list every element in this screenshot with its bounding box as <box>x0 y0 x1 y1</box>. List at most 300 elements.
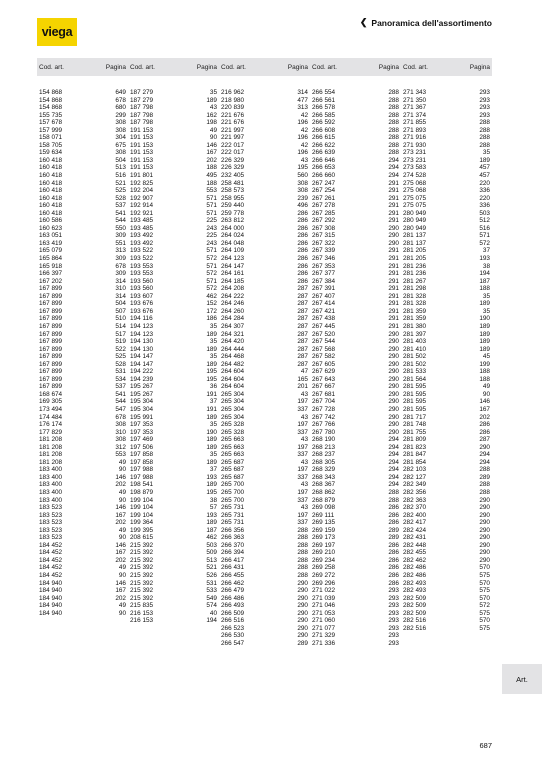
article-code-cell: 267 353 <box>312 262 336 270</box>
page-ref-cell: 49 <box>118 488 126 496</box>
article-code-cell: 183 400 <box>39 488 63 496</box>
article-code-cell: 232 405 <box>221 172 245 180</box>
article-code-cell: 281 380 <box>403 322 427 330</box>
page-ref-cell: 290 <box>297 617 308 625</box>
article-code-cell: 266 561 <box>312 96 336 104</box>
page-ref-cell: 575 <box>479 609 490 617</box>
article-code-cell: 267 377 <box>312 270 336 278</box>
table-body <box>37 89 492 647</box>
page-ref-cell: 516 <box>479 224 490 232</box>
article-code-cell: 271 367 <box>403 104 427 112</box>
page-ref-cell: 290 <box>388 330 399 338</box>
article-code-cell: 265 687 <box>221 466 245 474</box>
article-code-cell: 181 208 <box>39 443 63 451</box>
page-ref-cell: 35 <box>209 421 217 429</box>
article-code-cell: 282 370 <box>403 504 427 512</box>
article-code-cell: 187 798 <box>130 111 154 119</box>
page-ref-cell: 288 <box>479 126 490 134</box>
article-code-cell: 266 523 <box>221 624 245 632</box>
article-code-cell: 192 204 <box>130 187 154 195</box>
article-code-cell: 192 921 <box>130 209 154 217</box>
page-ref-cell: 288 <box>479 488 490 496</box>
article-code-cell: 192 907 <box>130 194 154 202</box>
article-code-cell: 264 000 <box>221 224 245 232</box>
article-code-cell: 163 051 <box>39 232 63 240</box>
article-code-cell: 194 116 <box>130 315 153 323</box>
page-ref-cell: 574 <box>206 602 217 610</box>
page-ref-cell: 188 <box>206 179 217 187</box>
page-ref-cell: 202 <box>115 519 126 527</box>
page-ref-cell: 167 <box>115 587 126 595</box>
page-ref-cell: 571 <box>479 232 490 240</box>
page-ref-cell: 90 <box>118 572 126 579</box>
article-code-cell: 266 660 <box>312 172 336 180</box>
article-code-cell: 282 455 <box>403 549 427 557</box>
page-ref-cell: 290 <box>297 587 308 595</box>
article-code-cell: 165 918 <box>39 262 63 270</box>
article-code-cell: 281 137 <box>403 239 427 247</box>
page-ref-cell: 195 <box>206 368 217 376</box>
article-code-cell: 199 364 <box>130 519 154 527</box>
page-ref-cell: 197 <box>297 443 308 451</box>
page-ref-cell: 290 <box>479 526 490 534</box>
article-code-cell: 215 392 <box>130 587 154 595</box>
page-ref-cell: 572 <box>206 285 217 293</box>
page-ref-cell: 288 <box>297 549 308 557</box>
page-ref-cell: 290 <box>388 360 399 368</box>
page-ref-cell: 288 <box>479 141 490 149</box>
article-code-cell: 157 678 <box>39 119 63 127</box>
article-code-cell: 266 578 <box>312 104 336 112</box>
page-ref-cell: 288 <box>479 134 490 142</box>
article-code-cell: 265 328 <box>221 421 245 429</box>
page-ref-cell: 288 <box>297 534 308 542</box>
page-ref-cell: 38 <box>482 262 490 270</box>
article-code-cell: 266 363 <box>221 534 245 542</box>
article-code-cell: 280 949 <box>403 209 427 217</box>
page-ref-cell: 49 <box>118 458 126 466</box>
article-code-cell: 266 509 <box>221 609 245 617</box>
article-code-cell: 267 681 <box>312 390 336 398</box>
article-code-cell: 267 780 <box>312 428 336 436</box>
article-code-cell: 282 516 <box>403 624 427 632</box>
header-code: Cod. art. <box>221 63 246 71</box>
page-ref-cell: 293 <box>479 111 490 119</box>
page-column <box>271 89 310 647</box>
page-ref-cell: 496 <box>297 202 308 210</box>
page-ref-cell: 308 <box>115 421 126 429</box>
page-ref-cell: 521 <box>206 564 217 572</box>
page-ref-cell: 503 <box>479 209 490 217</box>
article-code-cell: 193 522 <box>130 247 154 255</box>
article-code-cell: 199 104 <box>130 511 154 519</box>
article-code-cell: 265 731 <box>221 511 245 519</box>
article-code-cell: 281 359 <box>403 307 427 315</box>
page-column <box>362 89 401 647</box>
article-code-cell: 267 629 <box>312 368 336 376</box>
article-code-cell: 265 700 <box>221 496 245 504</box>
page-ref-cell: 309 <box>115 232 126 240</box>
article-code-cell: 193 560 <box>130 277 154 285</box>
article-code-cell: 266 516 <box>221 617 245 625</box>
article-code-cell: 193 485 <box>130 224 154 232</box>
article-code-cell: 215 392 <box>130 594 154 602</box>
page-ref-cell: 310 <box>115 428 126 436</box>
article-code-cell: 271 350 <box>403 96 427 104</box>
page-ref-cell: 189 <box>206 443 217 451</box>
page-ref-cell: 678 <box>115 96 126 104</box>
article-code-cell: 267 407 <box>312 292 336 300</box>
article-code-cell: 281 854 <box>403 458 427 466</box>
page-column <box>180 89 219 647</box>
page-ref-cell: 571 <box>206 262 217 270</box>
article-code-cell: 267 285 <box>312 209 336 217</box>
page-ref-cell: 308 <box>297 179 308 187</box>
article-code-cell: 193 492 <box>130 232 154 240</box>
table-header <box>37 58 492 76</box>
article-code-cell: 273 231 <box>403 156 427 164</box>
page-ref-cell: 553 <box>206 187 217 195</box>
page-ref-cell: 90 <box>209 134 217 142</box>
page-ref-cell: 35 <box>209 89 217 96</box>
page-ref-cell: 293 <box>388 587 399 595</box>
page-ref-cell: 286 <box>297 217 308 225</box>
article-code-cell: 267 278 <box>312 202 336 210</box>
article-code-cell: 194 239 <box>130 375 154 383</box>
page-ref-cell: 194 <box>206 617 217 625</box>
page-ref-cell: 286 <box>388 504 399 512</box>
page-ref-cell: 35 <box>482 149 490 157</box>
article-code-cell: 264 024 <box>221 232 245 240</box>
article-code-cell: 154 868 <box>39 104 63 112</box>
page-ref-cell: 290 <box>388 338 399 346</box>
article-code-cell: 267 346 <box>312 255 336 263</box>
article-code-cell: 275 068 <box>403 187 427 195</box>
side-tab-articles[interactable] <box>502 664 542 694</box>
article-code-cell: 269 135 <box>312 519 336 527</box>
page-ref-cell: 49 <box>118 602 126 610</box>
page-ref-cell: 196 <box>297 149 308 157</box>
page-ref-cell: 291 <box>388 217 399 225</box>
article-code-cell: 281 328 <box>403 300 427 308</box>
chevron-left-icon: ❮ <box>359 17 368 27</box>
header-page: Pagina <box>287 63 308 71</box>
article-code-cell: 267 384 <box>312 277 336 285</box>
page-ref-cell: 193 <box>206 511 217 519</box>
article-code-cell: 282 516 <box>403 617 427 625</box>
article-code-cell: 269 234 <box>312 556 336 564</box>
page-ref-cell: 286 <box>388 541 399 549</box>
page-ref-cell: 288 <box>479 119 490 127</box>
page-ref-cell: 190 <box>479 315 490 323</box>
article-code-cell: 194 147 <box>130 353 154 361</box>
page-ref-cell: 291 <box>388 255 399 263</box>
page-ref-cell: 313 <box>115 247 126 255</box>
page-ref-cell: 189 <box>206 436 217 444</box>
article-code-cell: 220 839 <box>221 104 245 112</box>
page-ref-cell: 288 <box>297 526 308 534</box>
article-code-cell: 193 676 <box>130 307 154 315</box>
page-ref-cell: 49 <box>209 126 217 134</box>
page-ref-cell: 289 <box>388 534 399 542</box>
page-ref-cell: 290 <box>388 375 399 383</box>
page-ref-cell: 288 <box>388 141 399 149</box>
header-page: Pagina <box>378 63 399 71</box>
article-code-cell: 183 523 <box>39 511 63 519</box>
article-code-cell: 282 462 <box>403 556 427 564</box>
page-ref-cell: 286 <box>297 262 308 270</box>
article-code-cell: 226 329 <box>221 156 245 164</box>
page-ref-cell: 186 <box>206 315 217 323</box>
article-code-cell: 267 315 <box>312 232 336 240</box>
page-ref-cell: 195 <box>206 375 217 383</box>
page-ref-cell: 572 <box>206 255 217 263</box>
page-ref-cell: 189 <box>479 156 490 164</box>
article-code-cell: 267 414 <box>312 300 336 308</box>
article-code-cell: 193 553 <box>130 262 154 270</box>
article-code-cell: 264 468 <box>221 353 245 361</box>
page-ref-cell: 43 <box>300 481 308 489</box>
page-ref-cell: 570 <box>479 564 490 572</box>
article-code-cell: 264 321 <box>221 330 245 338</box>
breadcrumb[interactable] <box>360 17 492 28</box>
article-code-cell: 264 284 <box>221 315 245 323</box>
article-code-cell: 216 153 <box>130 609 154 617</box>
article-code-cell: 282 356 <box>403 488 427 496</box>
page-ref-cell: 40 <box>209 609 217 617</box>
article-code-cell: 194 123 <box>130 322 154 330</box>
page-ref-cell: 289 <box>297 639 308 647</box>
page-ref-cell: 571 <box>206 247 217 255</box>
article-code-cell: 281 755 <box>403 428 427 436</box>
article-code-cell: 194 123 <box>130 330 154 338</box>
article-code-cell: 265 663 <box>221 436 245 444</box>
page-ref-cell: 288 <box>479 466 490 474</box>
article-code-cell: 215 392 <box>130 572 154 579</box>
page-ref-cell: 291 <box>388 209 399 217</box>
article-code-cell: 258 955 <box>221 194 245 202</box>
page-ref-cell: 337 <box>297 496 308 504</box>
article-code-cell: 191 153 <box>130 149 154 157</box>
article-code-cell: 199 395 <box>130 526 154 534</box>
page-ref-cell: 291 <box>388 187 399 195</box>
article-code-cell: 158 071 <box>39 134 63 142</box>
article-code-cell: 183 400 <box>39 496 63 504</box>
page-ref-cell: 37 <box>209 466 217 474</box>
article-code-cell: 221 676 <box>221 119 245 127</box>
page-ref-cell: 293 <box>388 624 399 632</box>
article-code-cell: 271 329 <box>312 632 336 640</box>
page-ref-cell: 291 <box>388 307 399 315</box>
page-ref-cell: 288 <box>388 149 399 157</box>
page-ref-cell: 294 <box>388 481 399 489</box>
header-code: Cod. art. <box>130 63 155 71</box>
article-code-cell: 154 868 <box>39 89 63 96</box>
page-ref-cell: 194 <box>479 270 490 278</box>
article-code-cell: 187 279 <box>130 96 154 104</box>
article-code-cell: 160 418 <box>39 187 63 195</box>
page-ref-cell: 196 <box>297 134 308 142</box>
page-ref-cell: 288 <box>479 481 490 489</box>
article-code-cell: 264 604 <box>221 368 245 376</box>
article-code-cell: 184 452 <box>39 572 63 579</box>
article-code-cell: 191 153 <box>130 126 154 134</box>
page-ref-cell: 286 <box>479 428 490 436</box>
article-code-cell: 222 017 <box>221 141 245 149</box>
page-ref-cell: 299 <box>115 111 126 119</box>
page-ref-cell: 202 <box>115 481 126 489</box>
article-code-cell: 281 205 <box>403 247 427 255</box>
page-ref-cell: 290 <box>388 353 399 361</box>
article-code-cell: 268 879 <box>312 496 336 504</box>
page-ref-cell: 293 <box>388 617 399 625</box>
page-ref-cell: 189 <box>206 96 217 104</box>
page-ref-cell: 290 <box>388 232 399 240</box>
page-ref-cell: 197 <box>297 421 308 429</box>
page-ref-cell: 308 <box>115 149 126 157</box>
article-code-cell: 271 343 <box>403 89 427 96</box>
article-code-cell: 281 137 <box>403 232 427 240</box>
logo-text: viega <box>41 25 73 39</box>
page-ref-cell: 290 <box>388 224 399 232</box>
article-code-cell: 184 940 <box>39 602 63 610</box>
article-code-cell: 281 717 <box>403 413 427 421</box>
page-ref-cell: 146 <box>115 541 126 549</box>
article-code-cell: 282 349 <box>403 481 427 489</box>
article-code-cell: 282 363 <box>403 496 427 504</box>
page-ref-cell: 571 <box>206 202 217 210</box>
article-code-cell: 167 899 <box>39 285 63 293</box>
article-code-cell: 282 509 <box>403 609 427 617</box>
page-ref-cell: 309 <box>115 270 126 278</box>
page-ref-cell: 45 <box>482 353 490 361</box>
article-code-cell: 197 858 <box>130 458 154 466</box>
page-ref-cell: 287 <box>479 436 490 444</box>
article-code-cell: 281 533 <box>403 368 427 376</box>
page-ref-cell: 286 <box>388 511 399 519</box>
page-ref-cell: 288 <box>388 488 399 496</box>
page-ref-cell: 189 <box>479 338 490 346</box>
page-ref-cell: 43 <box>300 413 308 421</box>
article-code-cell: 269 159 <box>312 526 336 534</box>
article-code-cell: 266 554 <box>312 89 336 96</box>
page-ref-cell: 337 <box>297 451 308 459</box>
article-code-cell: 197 469 <box>130 436 154 444</box>
article-code-cell: 282 493 <box>403 587 427 595</box>
article-code-cell: 198 879 <box>130 488 154 496</box>
article-code-cell: 281 595 <box>403 398 427 406</box>
page-ref-cell: 189 <box>206 345 217 353</box>
page-ref-cell: 293 <box>479 96 490 104</box>
article-code-cell: 197 988 <box>130 473 154 481</box>
page-ref-cell: 290 <box>388 390 399 398</box>
page-ref-cell: 49 <box>118 526 126 534</box>
page-ref-cell: 286 <box>388 564 399 572</box>
page-ref-cell: 225 <box>206 217 217 225</box>
page-ref-cell: 202 <box>479 413 490 421</box>
article-code-cell: 160 418 <box>39 194 63 202</box>
article-code-cell: 192 914 <box>130 202 154 210</box>
article-code-cell: 281 267 <box>403 277 427 285</box>
article-code-cell: 181 208 <box>39 458 63 466</box>
page-ref-cell: 38 <box>209 496 217 504</box>
page-ref-cell: 291 <box>388 322 399 330</box>
page-ref-cell: 35 <box>209 451 217 459</box>
article-code-cell: 267 254 <box>312 187 336 195</box>
code-column <box>401 89 453 647</box>
article-code-cell: 184 452 <box>39 549 63 557</box>
page-ref-cell: 287 <box>297 322 308 330</box>
article-code-cell: 208 615 <box>130 534 154 542</box>
page-ref-cell: 172 <box>206 307 217 315</box>
article-code-cell: 271 893 <box>403 126 427 134</box>
article-code-cell: 268 367 <box>312 481 336 489</box>
page-ref-cell: 43 <box>300 436 308 444</box>
article-code-cell: 265 687 <box>221 458 245 466</box>
page-ref-cell: 293 <box>479 104 490 112</box>
article-code-cell: 167 899 <box>39 330 63 338</box>
page-ref-cell: 287 <box>297 307 308 315</box>
table-column <box>310 89 401 647</box>
article-code-cell: 271 930 <box>403 141 427 149</box>
article-code-cell: 167 202 <box>39 277 63 285</box>
page-ref-cell: 462 <box>206 534 217 542</box>
page-ref-cell: 294 <box>388 458 399 466</box>
article-code-cell: 226 329 <box>221 164 245 172</box>
page-ref-cell: 293 <box>479 89 490 96</box>
page-ref-cell: 294 <box>388 443 399 451</box>
page-ref-cell: 550 <box>115 224 126 232</box>
article-code-cell: 174 484 <box>39 413 63 421</box>
article-code-cell: 264 307 <box>221 322 245 330</box>
page-ref-cell: 202 <box>115 556 126 564</box>
article-code-cell: 271 077 <box>312 624 336 632</box>
article-code-cell: 268 862 <box>312 488 336 496</box>
page-ref-cell: 49 <box>482 383 490 391</box>
page-ref-cell: 287 <box>297 330 308 338</box>
article-code-cell: 265 663 <box>221 451 245 459</box>
article-code-cell: 184 940 <box>39 579 63 587</box>
page-ref-cell: 195 <box>206 488 217 496</box>
page-ref-cell: 35 <box>482 292 490 300</box>
article-code-cell: 282 486 <box>403 572 427 579</box>
page-ref-cell: 291 <box>388 285 399 293</box>
article-code-cell: 154 868 <box>39 96 63 104</box>
page-ref-cell: 291 <box>388 315 399 323</box>
page-ref-cell: 519 <box>115 338 126 346</box>
article-code-cell: 281 410 <box>403 345 427 353</box>
article-code-cell: 184 940 <box>39 594 63 602</box>
article-code-cell: 191 153 <box>130 156 154 164</box>
page-ref-cell: 288 <box>388 126 399 134</box>
article-code-cell: 197 353 <box>130 428 154 436</box>
page-ref-cell: 165 <box>297 375 308 383</box>
page-ref-cell: 293 <box>388 609 399 617</box>
header-page: Pagina <box>105 63 126 71</box>
article-code-cell: 267 438 <box>312 315 336 323</box>
article-code-cell: 215 392 <box>130 549 154 557</box>
page-ref-cell: 294 <box>388 473 399 481</box>
page-number: 687 <box>479 741 492 750</box>
article-code-cell: 167 899 <box>39 345 63 353</box>
page-ref-cell: 287 <box>297 315 308 323</box>
page-ref-cell: 90 <box>118 534 126 542</box>
page-ref-cell: 189 <box>479 300 490 308</box>
article-code-cell: 183 400 <box>39 466 63 474</box>
article-code-cell: 267 643 <box>312 375 336 383</box>
page-ref-cell: 189 <box>479 345 490 353</box>
page-ref-cell: 286 <box>388 519 399 527</box>
